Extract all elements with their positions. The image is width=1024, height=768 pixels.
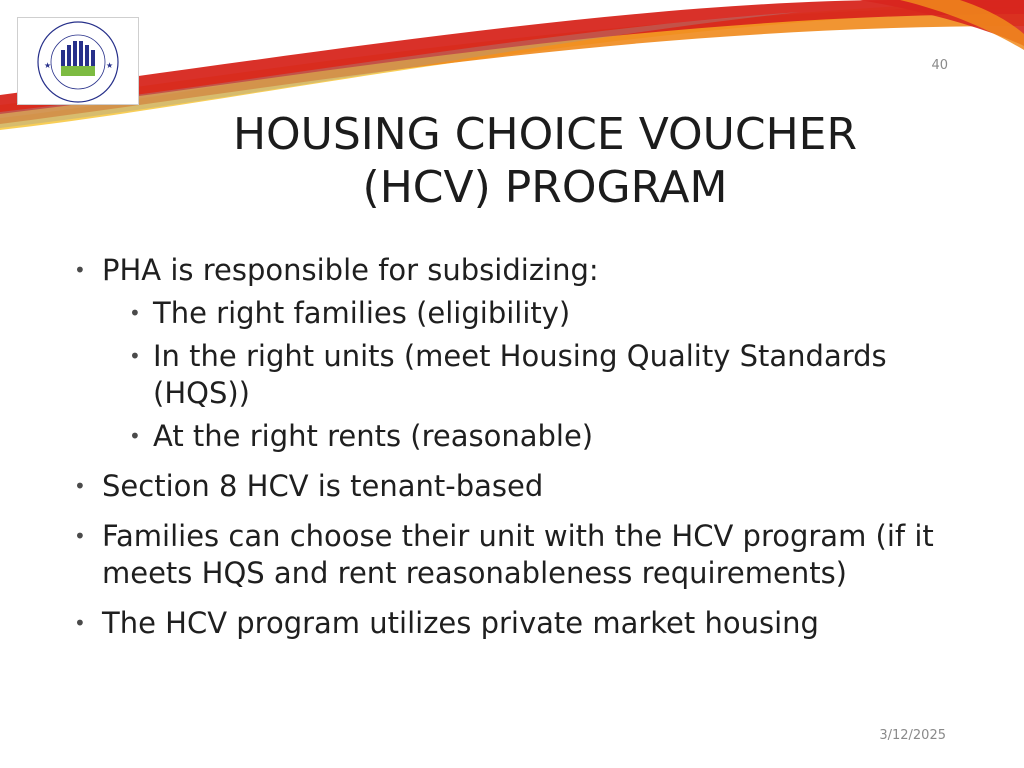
sub-bullet-list [102,295,972,455]
bullet-item: • Section 8 HCV is tenant-based [72,468,972,505]
sub-bullet-item: • In the right units (meet Housing Quality Standards (HQS)) [102,338,972,412]
hud-seal-icon [17,17,139,105]
seal-star-right: ★ [106,61,114,70]
seal-inner-ring [51,35,105,89]
slide-title [175,108,915,214]
sub-bullet-item: • The right families (eligibility) [102,295,972,332]
bullet-text: PHA is responsible for subsidizing: [102,253,599,287]
bullet-item [72,252,972,455]
bullet-item: • Families can choose their unit with the HCV program (if it meets HQS and rent reasonableness requirements) [72,518,972,592]
sub-bullet-item: • At the right rents (reasonable) [102,418,972,455]
slide-number: 40 [931,58,948,73]
bullet-item: • The HCV program utilizes private market housing [72,605,972,642]
slide-title-line-2: (HCV) PROGRAM [362,162,728,213]
seal-star-left: ★ [44,61,52,70]
slide-title-line-1: HOUSING CHOICE VOUCHER [232,109,858,160]
bullet-list [72,252,972,655]
slide-date: 3/12/2025 [879,728,946,743]
